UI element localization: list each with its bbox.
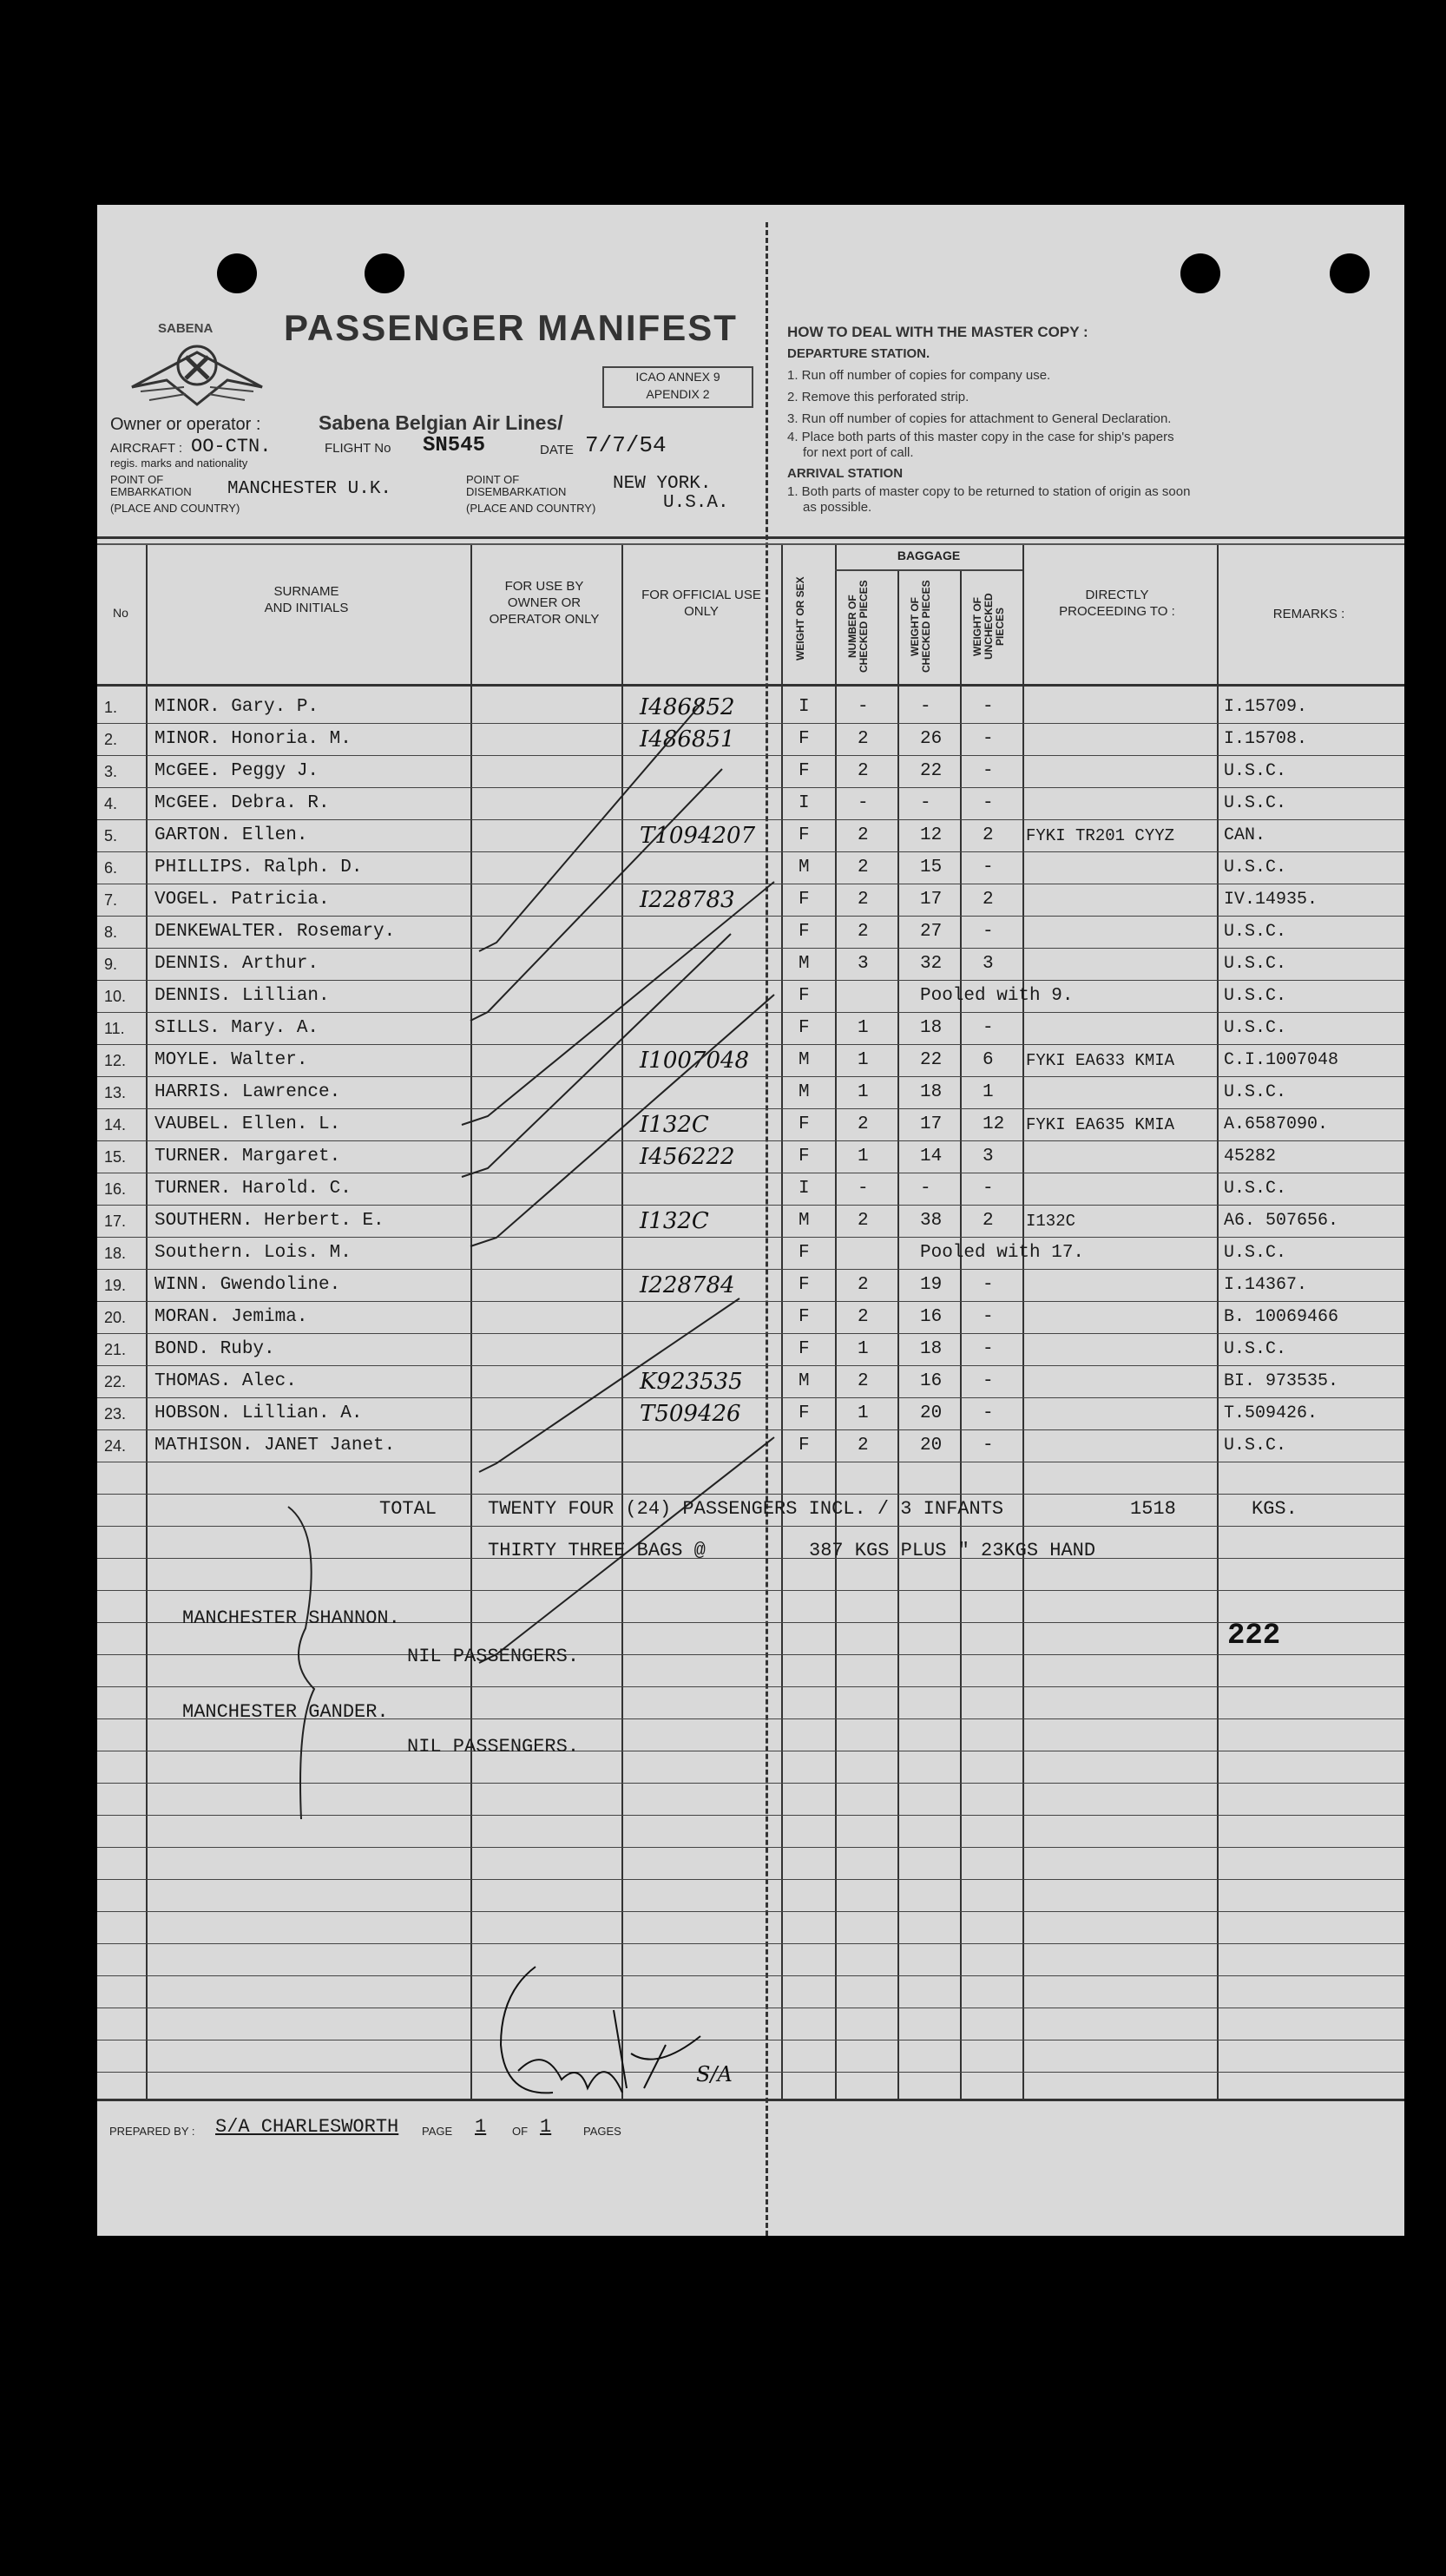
row-sex: M xyxy=(799,1082,810,1102)
row-rule xyxy=(97,2072,1404,2073)
row-no: 1. xyxy=(104,699,118,716)
row-rem: U.S.C. xyxy=(1224,1179,1287,1199)
row-wt: 19 xyxy=(920,1275,943,1295)
row-name: TURNER. Margaret. xyxy=(154,1147,341,1166)
embark-label: POINT OF EMBARKATION xyxy=(110,473,192,498)
row-unc: - xyxy=(983,1339,994,1359)
row-rem: A.6587090. xyxy=(1224,1114,1329,1134)
row-rem: BI. 973535. xyxy=(1224,1371,1339,1391)
punch-hole xyxy=(217,253,257,293)
row-sex: F xyxy=(799,986,810,1006)
row-wt: - xyxy=(920,697,931,717)
row-rem: U.S.C. xyxy=(1224,793,1287,813)
row-no: 19. xyxy=(104,1277,127,1294)
row-proc: FYKI EA635 KMIA xyxy=(1026,1115,1175,1134)
row-wt: 15 xyxy=(920,858,943,877)
row-wt: Pooled with 9. xyxy=(920,986,1074,1006)
row-no: 7. xyxy=(104,891,118,909)
row-rem: A6. 507656. xyxy=(1224,1211,1339,1231)
row-rule xyxy=(97,1943,1404,1944)
manifest-sheet xyxy=(97,205,1404,2236)
row-wt: - xyxy=(920,793,931,813)
row-num: 1 xyxy=(858,1050,869,1070)
row-num: 1 xyxy=(858,1018,869,1038)
instruction-4b: for next port of call. xyxy=(803,445,914,460)
leg-1: MANCHESTER SHANNON. xyxy=(182,1607,400,1629)
leg-2: MANCHESTER GANDER. xyxy=(182,1701,389,1723)
total-line-1: TWENTY FOUR (24) PASSENGERS INCL. / 3 INFANTS xyxy=(488,1498,1004,1520)
col-no: No xyxy=(113,606,128,620)
row-wt: 18 xyxy=(920,1018,943,1038)
aircraft-value: OO-CTN. xyxy=(191,436,272,457)
row-name: McGEE. Debra. R. xyxy=(154,793,330,813)
stamp: 222 xyxy=(1227,1620,1281,1653)
row-no: 8. xyxy=(104,923,118,941)
col-remarks: REMARKS : xyxy=(1272,607,1345,621)
instructions xyxy=(787,321,1386,516)
row-wt: 22 xyxy=(920,1050,943,1070)
row-unc: - xyxy=(983,858,994,877)
row-wt: 14 xyxy=(920,1147,943,1166)
row-sex: F xyxy=(799,1114,810,1134)
row-name: TURNER. Harold. C. xyxy=(154,1179,352,1199)
row-wt: 17 xyxy=(920,1114,943,1134)
row-no: 21. xyxy=(104,1341,127,1358)
row-num: 2 xyxy=(858,890,869,910)
row-rem: U.S.C. xyxy=(1224,1082,1287,1102)
check-marks xyxy=(444,691,809,1680)
icao-line-2: APENDIX 2 xyxy=(646,387,710,401)
punch-hole xyxy=(1180,253,1220,293)
row-no: 22. xyxy=(104,1373,127,1390)
row-unc: 2 xyxy=(983,890,994,910)
row-no: 5. xyxy=(104,827,118,844)
row-wt: 27 xyxy=(920,922,943,942)
row-name: MOYLE. Walter. xyxy=(154,1050,308,1070)
row-sex: M xyxy=(799,954,810,974)
row-name: HOBSON. Lillian. A. xyxy=(154,1403,363,1423)
row-sex: I xyxy=(799,1179,810,1199)
row-official: I228783 xyxy=(640,887,735,913)
row-sex: M xyxy=(799,1371,810,1391)
col-rule xyxy=(835,545,837,2099)
row-rem: C.I.1007048 xyxy=(1224,1050,1339,1070)
arrival-item-1: 1. Both parts of master copy to be returned to station of origin as soon xyxy=(787,484,1191,499)
arrival-heading: ARRIVAL STATION xyxy=(787,466,904,481)
row-rem: U.S.C. xyxy=(1224,1018,1287,1038)
date-value: 7/7/54 xyxy=(585,432,667,458)
signature-suffix: S/A xyxy=(696,2062,733,2086)
row-wt: - xyxy=(920,1179,931,1199)
row-sex: F xyxy=(799,1403,810,1423)
row-num: 3 xyxy=(858,954,869,974)
row-name: MORAN. Jemima. xyxy=(154,1307,308,1327)
row-no: 2. xyxy=(104,731,118,748)
row-no: 23. xyxy=(104,1405,127,1423)
logo-text: SABENA xyxy=(158,321,214,336)
row-no: 9. xyxy=(104,956,118,973)
row-unc: 3 xyxy=(983,1147,994,1166)
row-unc: 12 xyxy=(983,1114,1005,1134)
row-no: 6. xyxy=(104,859,118,877)
total-line-2b: 387 KGS PLUS " 23KGS HAND xyxy=(809,1540,1096,1561)
of-label: OF xyxy=(512,2125,529,2138)
row-num: 2 xyxy=(858,1436,869,1456)
icao-box xyxy=(602,366,753,408)
instruction-1: 1. Run off number of copies for company use. xyxy=(787,368,1051,383)
row-rem: U.S.C. xyxy=(1224,922,1287,942)
row-name: DENNIS. Lillian. xyxy=(154,986,330,1006)
row-no: 14. xyxy=(104,1116,127,1134)
row-unc: - xyxy=(983,697,994,717)
pages-label: PAGES xyxy=(583,2125,621,2138)
row-unc: - xyxy=(983,1179,994,1199)
row-rem: IV.14935. xyxy=(1224,890,1318,910)
punch-hole xyxy=(1330,253,1370,293)
row-num: 2 xyxy=(858,761,869,781)
footer-rule xyxy=(97,2099,1404,2101)
row-sex: F xyxy=(799,1018,810,1038)
row-name: MINOR. Gary. P. xyxy=(154,697,319,717)
col-wt-unchecked: WEIGHT OF UNCHECKED PIECES xyxy=(971,593,1006,660)
row-rem: I.15709. xyxy=(1224,697,1308,717)
col-weight-sex: WEIGHT OR SEX xyxy=(794,576,806,661)
date-label: DATE xyxy=(540,443,574,457)
row-rule xyxy=(97,1975,1404,1976)
row-no: 18. xyxy=(104,1245,127,1262)
page-title: PASSENGER MANIFEST xyxy=(284,307,738,348)
row-sex: F xyxy=(799,1275,810,1295)
row-official: I132C xyxy=(640,1112,709,1138)
leg-1-value: NIL PASSENGERS. xyxy=(407,1646,580,1667)
regn-note: regis. marks and nationality xyxy=(110,457,248,470)
row-wt: 18 xyxy=(920,1082,943,1102)
row-num: 2 xyxy=(858,858,869,877)
row-name: DENKEWALTER. Rosemary. xyxy=(154,922,396,942)
row-rem: I.14367. xyxy=(1224,1275,1308,1295)
row-unc: - xyxy=(983,761,994,781)
row-num: 2 xyxy=(858,1307,869,1327)
row-num: 1 xyxy=(858,1339,869,1359)
owner-label: Owner or operator : xyxy=(110,415,261,434)
row-rem: T.509426. xyxy=(1224,1403,1318,1423)
row-official: I486851 xyxy=(640,726,735,752)
instruction-4: 4. Place both parts of this master copy in the case for ship's papers xyxy=(787,430,1174,444)
row-no: 16. xyxy=(104,1180,127,1198)
row-num: - xyxy=(858,1179,869,1199)
row-num: 1 xyxy=(858,1147,869,1166)
col-owner-use: FOR USE BY OWNER OR OPERATOR ONLY xyxy=(489,579,600,627)
header-bottom-rule xyxy=(97,684,1404,687)
row-sex: F xyxy=(799,1339,810,1359)
row-name: SILLS. Mary. A. xyxy=(154,1018,319,1038)
arrival-item-2: as possible. xyxy=(803,500,872,515)
owner-value: Sabena Belgian Air Lines/ xyxy=(319,411,563,434)
row-name: WINN. Gwendoline. xyxy=(154,1275,341,1295)
page-label: PAGE xyxy=(422,2125,453,2138)
row-official: I456222 xyxy=(640,1144,735,1170)
departure-heading: DEPARTURE STATION. xyxy=(787,346,930,361)
row-unc: - xyxy=(983,1403,994,1423)
col-rule xyxy=(897,569,899,2099)
row-unc: - xyxy=(983,1018,994,1038)
row-sex: F xyxy=(799,1436,810,1456)
row-proc: I132C xyxy=(1026,1212,1076,1231)
row-num: 2 xyxy=(858,729,869,749)
row-no: 3. xyxy=(104,763,118,780)
punch-hole xyxy=(365,253,404,293)
row-unc: 6 xyxy=(983,1050,994,1070)
row-official: I486852 xyxy=(640,694,735,720)
col-wt-checked: WEIGHT OF CHECKED PIECES xyxy=(909,580,932,674)
row-num: 1 xyxy=(858,1403,869,1423)
row-unc: 1 xyxy=(983,1082,994,1102)
row-sex: F xyxy=(799,1307,810,1327)
row-no: 11. xyxy=(104,1020,125,1037)
row-name: THOMAS. Alec. xyxy=(154,1371,297,1391)
row-sex: M xyxy=(799,858,810,877)
row-name: VOGEL. Patricia. xyxy=(154,890,330,910)
row-name: VAUBEL. Ellen. L. xyxy=(154,1114,341,1134)
flight-value: SN545 xyxy=(423,434,486,457)
disembark-value-1: NEW YORK. xyxy=(613,474,712,494)
row-official: T1094207 xyxy=(640,823,756,849)
row-wt: 22 xyxy=(920,761,943,781)
row-official: I1007048 xyxy=(640,1048,750,1074)
disembark-label: POINT OF DISEMBARKATION xyxy=(466,473,567,498)
row-official: I228784 xyxy=(640,1272,735,1298)
row-num: 2 xyxy=(858,1211,869,1231)
instruction-3: 3. Run off number of copies for attachment to General Declaration. xyxy=(787,411,1172,426)
total-line-2: THIRTY THREE BAGS @ xyxy=(488,1540,706,1561)
row-name: McGEE. Peggy J. xyxy=(154,761,319,781)
row-wt: 26 xyxy=(920,729,943,749)
row-rem: I.15708. xyxy=(1224,729,1308,749)
row-no: 10. xyxy=(104,988,127,1005)
row-sex: I xyxy=(799,793,810,813)
row-num: 1 xyxy=(858,1082,869,1102)
row-no: 13. xyxy=(104,1084,127,1101)
row-wt: 20 xyxy=(920,1436,943,1456)
row-name: MINOR. Honoria. M. xyxy=(154,729,352,749)
row-rule xyxy=(97,1847,1404,1848)
row-unc: - xyxy=(983,1275,994,1295)
col-rule xyxy=(146,545,148,2099)
row-rem: U.S.C. xyxy=(1224,1436,1287,1456)
row-rule xyxy=(97,1911,1404,1912)
row-num: - xyxy=(858,697,869,717)
baggage-rule xyxy=(835,569,1022,571)
col-surname: SURNAME AND INITIALS xyxy=(264,584,349,615)
row-num: 2 xyxy=(858,1275,869,1295)
embark-value: MANCHESTER U.K. xyxy=(227,479,392,499)
row-rem: U.S.C. xyxy=(1224,761,1287,781)
row-unc: - xyxy=(983,922,994,942)
col-rule xyxy=(1022,545,1024,2099)
total-kgs: KGS. xyxy=(1252,1498,1298,1520)
row-no: 17. xyxy=(104,1212,127,1230)
col-baggage: BAGGAGE xyxy=(897,549,961,562)
col-rule xyxy=(960,569,962,2099)
row-proc: FYKI EA633 KMIA xyxy=(1026,1051,1175,1070)
row-unc: - xyxy=(983,1307,994,1327)
row-num: 2 xyxy=(858,825,869,845)
col-num-checked: NUMBER OF CHECKED PIECES xyxy=(846,580,870,674)
disembark-value-2: U.S.A. xyxy=(663,493,729,513)
row-name: BOND. Ruby. xyxy=(154,1339,275,1359)
row-wt: 20 xyxy=(920,1403,943,1423)
row-sex: I xyxy=(799,697,810,717)
row-wt: 18 xyxy=(920,1339,943,1359)
of-value: 1 xyxy=(540,2116,552,2138)
instructions-title: HOW TO DEAL WITH THE MASTER COPY : xyxy=(787,324,1088,340)
row-unc: - xyxy=(983,1371,994,1391)
row-wt: 12 xyxy=(920,825,943,845)
flight-label: FLIGHT No xyxy=(325,441,391,456)
prepared-value: S/A CHARLESWORTH xyxy=(215,2116,399,2138)
row-name: SOUTHERN. Herbert. E. xyxy=(154,1211,385,1231)
row-sex: F xyxy=(799,1243,810,1263)
row-name: GARTON. Ellen. xyxy=(154,825,308,845)
col-rule xyxy=(1217,545,1219,2099)
prepared-label: PREPARED BY : xyxy=(109,2125,195,2138)
row-no: 24. xyxy=(104,1437,127,1455)
row-no: 12. xyxy=(104,1052,127,1069)
row-sex: F xyxy=(799,890,810,910)
row-sex: M xyxy=(799,1050,810,1070)
row-wt: 32 xyxy=(920,954,943,974)
row-unc: - xyxy=(983,729,994,749)
row-unc: - xyxy=(983,793,994,813)
row-rem: U.S.C. xyxy=(1224,954,1287,974)
page-value: 1 xyxy=(475,2116,487,2138)
row-rem: U.S.C. xyxy=(1224,986,1287,1006)
row-name: DENNIS. Arthur. xyxy=(154,954,319,974)
row-num: 2 xyxy=(858,1371,869,1391)
brace-mark xyxy=(279,1498,332,1828)
row-name: Southern. Lois. M. xyxy=(154,1243,352,1263)
embark-sub: (PLACE AND COUNTRY) xyxy=(110,502,240,515)
total-label: TOTAL xyxy=(379,1498,437,1520)
row-unc: 2 xyxy=(983,825,994,845)
row-sex: F xyxy=(799,825,810,845)
row-sex: F xyxy=(799,922,810,942)
row-proc: FYKI TR201 CYYZ xyxy=(1026,826,1175,845)
row-rem: U.S.C. xyxy=(1224,1339,1287,1359)
row-sex: F xyxy=(799,761,810,781)
row-no: 15. xyxy=(104,1148,127,1166)
sabena-logo-icon xyxy=(115,326,279,422)
table-top-rule-2 xyxy=(97,543,1404,545)
row-wt: 38 xyxy=(920,1211,943,1231)
row-sex: F xyxy=(799,1147,810,1166)
row-name: MATHISON. JANET Janet. xyxy=(154,1436,396,1456)
row-official: I132C xyxy=(640,1208,709,1234)
row-unc: 3 xyxy=(983,954,994,974)
row-rule xyxy=(97,1879,1404,1880)
col-proceeding: DIRECTLY PROCEEDING TO : xyxy=(1059,588,1175,619)
row-wt: 16 xyxy=(920,1307,943,1327)
row-no: 4. xyxy=(104,795,118,812)
row-rem: U.S.C. xyxy=(1224,858,1287,877)
row-unc: - xyxy=(983,1436,994,1456)
row-num: 2 xyxy=(858,1114,869,1134)
icao-line-1: ICAO ANNEX 9 xyxy=(635,370,720,384)
col-official-use: FOR OFFICIAL USE ONLY xyxy=(641,588,761,619)
row-num: - xyxy=(858,793,869,813)
row-rem: CAN. xyxy=(1224,825,1266,845)
row-num: 2 xyxy=(858,922,869,942)
row-sex: F xyxy=(799,729,810,749)
row-name: PHILLIPS. Ralph. D. xyxy=(154,858,363,877)
row-rem: U.S.C. xyxy=(1224,1243,1287,1263)
row-official: K923535 xyxy=(640,1369,743,1395)
row-wt: 16 xyxy=(920,1371,943,1391)
row-name: HARRIS. Lawrence. xyxy=(154,1082,341,1102)
row-official: T509426 xyxy=(640,1401,741,1427)
row-wt: Pooled with 17. xyxy=(920,1243,1085,1263)
row-sex: M xyxy=(799,1211,810,1231)
row-rem: 45282 xyxy=(1224,1147,1277,1166)
total-weight: 1518 xyxy=(1130,1498,1176,1520)
row-unc: 2 xyxy=(983,1211,994,1231)
leg-2-value: NIL PASSENGERS. xyxy=(407,1736,580,1758)
disembark-sub: (PLACE AND COUNTRY) xyxy=(466,502,596,515)
row-wt: 17 xyxy=(920,890,943,910)
table-top-rule xyxy=(97,536,1404,539)
aircraft-label: AIRCRAFT : xyxy=(110,441,183,456)
row-rem: B. 10069466 xyxy=(1224,1307,1339,1327)
row-no: 20. xyxy=(104,1309,127,1326)
instruction-2: 2. Remove this perforated strip. xyxy=(787,390,969,404)
signature xyxy=(483,1941,709,2106)
